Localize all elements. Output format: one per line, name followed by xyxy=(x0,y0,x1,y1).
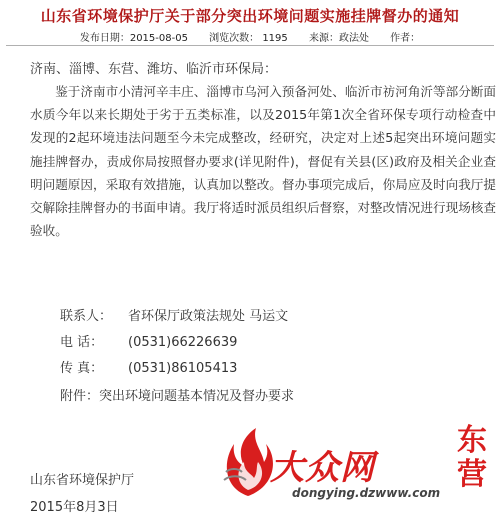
article-meta xyxy=(0,29,500,44)
contact-person-value: 省环保厅政策法规处 马运文 xyxy=(128,309,289,324)
contact-phone-value: (0531)66226639 xyxy=(128,335,238,350)
publish-date: 发布日期：2015-08-05 xyxy=(79,33,188,44)
contact-fax-label: 传 真： xyxy=(60,361,104,376)
view-count: 浏览次数： 1195 xyxy=(209,33,288,44)
body-paragraph: 鉴于济南市小清河辛丰庄、淄博市乌河入预备河处、临沂市祊河角沂等部分断面水质今年以来长期处于劣于五类标准，以及2015年第1次全省环保专项行动检查中发现的2起环境违法问题至今未完成整改，经研究，决定对上述5起突出环境问题实施挂牌督办，责成你局按照督办要求(详见附件)，督促有关县(区)政府及相关企业查明问题原因，采取有效措施，认真加以整改。督办事项完成后，你局应及时向我厅提交解除挂牌督办的书面申请。我厅将适时派员组织后督察，对整改情况进行现场核查验收。 xyxy=(30,84,496,239)
author: 作者： xyxy=(390,33,421,44)
watermark-city: 东营 xyxy=(457,423,487,492)
attachment-link[interactable]: 附件：突出环境问题基本情况及督办要求 xyxy=(60,389,295,404)
page-title: 山东省环境保护厅关于部分突出环境问题实施挂牌督办的通知 xyxy=(40,7,460,25)
contact-fax xyxy=(60,357,237,376)
salutation: 济南、淄博、东营、潍坊、临沂市环保局： xyxy=(30,62,278,77)
contact-phone xyxy=(60,331,237,350)
watermark-url: dongying.dzwww.com xyxy=(292,486,441,500)
contact-person xyxy=(60,305,288,324)
contact-fax-value: (0531)86105413 xyxy=(128,361,238,376)
flame-icon xyxy=(218,428,278,498)
signature-org: 山东省环境保护厅 xyxy=(30,473,135,488)
watermark-brand: 大众网 xyxy=(270,448,375,488)
source: 来源：政法处 xyxy=(308,33,369,44)
divider xyxy=(6,45,494,46)
signature-date: 2015年8月3日 xyxy=(30,500,119,515)
contact-person-label: 联系人： xyxy=(60,309,113,324)
contact-phone-label: 电 话： xyxy=(60,335,104,350)
watermark-logo xyxy=(218,420,500,518)
